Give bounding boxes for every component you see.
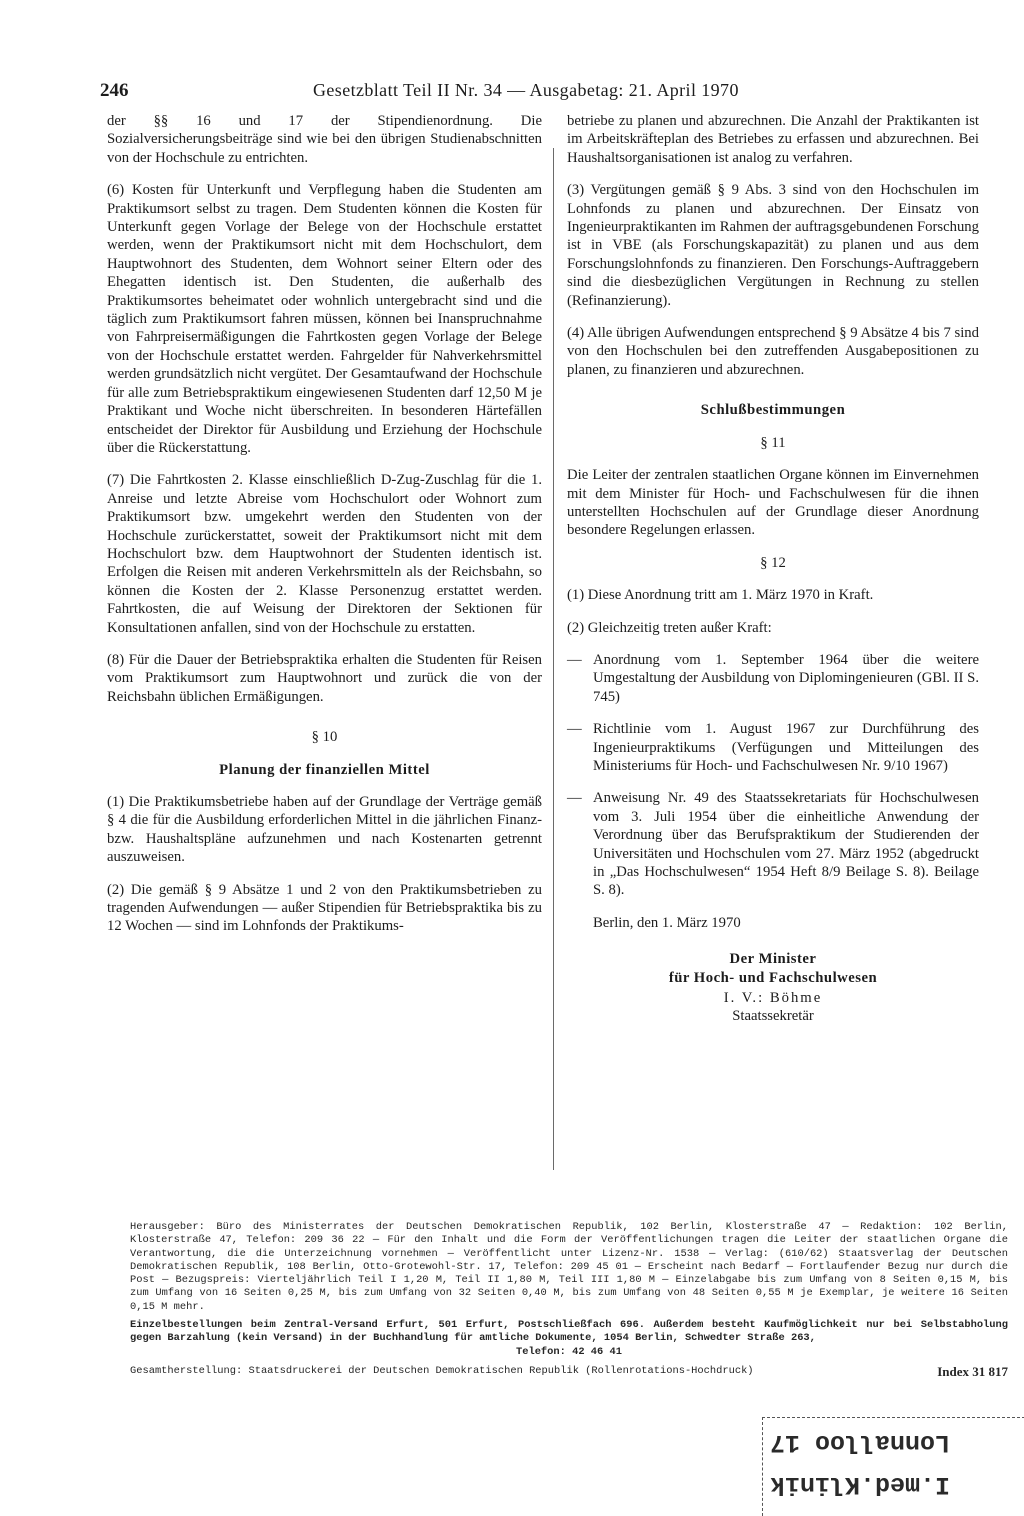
paragraph-7: (7) Die Fahrtkosten 2. Klasse einschließlich D-Zug-Zuschlag für die 1. Anreise und letzte Abreise vom Hochschulort oder Wohnort zum Praktikumsort bzw. umgekehrt werden den Studenten von der Hochschule zurückerstattet, soweit der Praktikumsort nicht mit dem Hochschulort bzw. dem Hauptwohnort der Studenten identisch ist. Erfolgen die Reisen mit anderen Verkehrsmitteln als der Reichsbahn, so können die Kosten der 2. Klasse Personenzug erstattet werden. Fahrtkosten, die auf Weisung der Direktoren der Sektionen für Konsultationen anfallen, sind von der Hochschule zu erstatten. <box>107 472 542 636</box>
imprint-printer-row <box>130 1365 1008 1378</box>
repealed-item <box>567 651 979 706</box>
repealed-item-text: Richtlinie vom 1. August 1967 zur Durchführung des Ingenieurpraktikums (Verfügungen und Mitteilungen des Ministeriums für Hoch- und Fachschulwesen Nr. 9/10 1967) <box>593 721 979 774</box>
repealed-item-text: Anordnung vom 1. September 1964 über die weitere Umgestaltung der Ausbildung von Diplomingenieuren (GBl. II S. 745) <box>593 651 979 705</box>
dash-marker: — <box>567 721 582 738</box>
imprint-printer: Gesamtherstellung: Staatsdruckerei der Deutschen Demokratischen Republik (Rollenrotations-Hochdruck) <box>130 1364 754 1377</box>
column-divider <box>553 148 554 1170</box>
signature-title-2: für Hoch- und Fachschulwesen <box>668 969 878 986</box>
imprint-phone: Telefon: 42 46 41 <box>515 1345 622 1358</box>
dash-marker: — <box>567 651 582 668</box>
dash-marker: — <box>567 790 582 807</box>
section-10-paragraph-4: (4) Alle übrigen Aufwendungen entsprechend § 9 Absätze 4 bis 7 sind von den Hochschulen bei den zutreffenden Ausgabepositionen zu planen, zu finanzieren und abzurechnen. <box>567 325 979 378</box>
section-12-paragraph-1: (1) Diese Anordnung tritt am 1. März 1970 in Kraft. <box>567 587 874 604</box>
section-10-heading: Planung der finanziellen Mittel <box>219 761 430 778</box>
paragraph-continued: der §§ 16 und 17 der Stipendienordnung. Die Sozialversicherungsbeiträge sind wie bei den übrigen Studienabschnitten von der Hochschule zu entrichten. <box>107 113 542 166</box>
imprint-publisher: Herausgeber: Büro des Ministerrates der Deutschen Demokratischen Republik, 102 Berlin, Klosterstraße 47 — Redaktion: 102 Berlin, Klosterstraße 47, Telefon: 209 36 22 — Für den Inhalt und die Form der Veröffentlichungen tragen die Leiter der staatlichen Organe die Verantwortung, die die Unterzeichnung vornehmen — Veröffentlicht unter Lizenz-Nr. 1538 — Verlag: (610/62) Staatsverlag der Deutschen Demokratischen Republik, 108 Berlin, Otto-Grotewohl-Str. 17, Telefon: 209 45 01 — Erscheint nach Bedarf — Fortlaufender Bezug nur durch die Post — Bezugspreis: Vierteljährlich Teil I 1,20 M, Teil II 1,80 M, Teil III 1,80 M — Einzelabgabe bis zum Umfang von 8 Seiten 0,15 M, bis zum Umfang von 16 Seiten 0,25 M, bis zum Umfang von 32 Seiten 0,40 M, bis zum Umfang von 48 Seiten 0,55 M je Exemplar, je weitere 16 Seiten 0,15 M mehr. <box>130 1221 1008 1313</box>
signature-role: Staatssekretär <box>732 1008 814 1025</box>
repealed-item <box>567 789 979 899</box>
section-11-number: § 11 <box>760 434 786 451</box>
imprint-index: Index 31 817 <box>937 1363 1008 1379</box>
paragraph-6: (6) Kosten für Unterkunft und Verpflegung haben die Studenten am Praktikumsort selbst zu tragen. Dem Studenten können die Kosten für Unterkunft gegen Vorlage der Belege von der Hochschule erstattet werden, wenn der Praktikumsort nicht mit dem Hochschulort, dem Hauptwohnort des Studenten, dem Wohnort seiner Eltern oder des Ehegatten identisch ist. Den Studenten, die außerhalb des Praktikumsortes beheimatet oder wohnlich untergebracht sind und die täglich zum Praktikumsort fahren müssen, können bei Inanspruchnahme von Fahrpreisermäßigungen die Fahrtkosten gegen Vorlage der Belege von der Hochschule erstattet werden. Fahrgelder für Nahverkehrsmittel werden grundsätzlich nicht vergütet. Der Gesamtaufwand der Hochschule für alle zum Betriebspraktikum eingewiesenen Studenten darf 12,50 M je Praktikant und Woche nicht überschreiten. In besonderen Härtefällen entscheidet der Direktor für Ausbildung und Erziehung der Hochschule über die Rückerstattung. <box>107 182 542 456</box>
running-title: Gesetzblatt Teil II Nr. 34 — Ausgabetag: 21. April 1970 <box>313 80 739 100</box>
left-column <box>107 112 542 936</box>
section-12-number: § 12 <box>760 554 786 571</box>
repealed-item-text: Anweisung Nr. 49 des Staatssekretariats für Hochschulwesen vom 3. Juli 1954 über die einheitliche Anwendung der Verordnung über das Berufspraktikum der Studierenden der Universitäten und Hochschulen vom 27. März 1952 (abgedruckt in „Das Hochschulwesen“ 1954 Heft 8/9 Beilage S. 8). Beilage S. 8). <box>593 790 979 899</box>
stamp-text-line: I.med.Klinik <box>770 1470 951 1499</box>
page-number: 246 <box>100 80 129 101</box>
stamp-text-line: Lonnalloo 17 <box>770 1428 951 1457</box>
section-10-paragraph-1: (1) Die Praktikumsbetriebe haben auf der Grundlage der Verträge gemäß § 4 die für die Ausbildung erforderlichen Mittel in die jährlichen Finanz- bzw. Haushaltspläne aufzunehmen und nach Kostenarten getrennt auszuweisen. <box>107 794 542 866</box>
paragraph-continued-right: betriebe zu planen und abzurechnen. Die Anzahl der Praktikanten ist im Arbeitskräfteplan des Betriebes zu erfassen und abzurechnen. Bei Haushaltsorganisationen ist analog zu verfahren. <box>567 113 979 166</box>
place-date: Berlin, den 1. März 1970 <box>593 914 741 931</box>
repealed-item <box>567 720 979 775</box>
section-12-paragraph-2: (2) Gleichzeitig treten außer Kraft: <box>567 619 772 636</box>
section-10-paragraph-2: (2) Die gemäß § 9 Absätze 1 und 2 von den Praktikumsbetrieben zu tragenden Aufwendungen — außer Stipendien für Betriebspraktika bis zu 12 Wochen — sind im Lohnfonds der Praktikums- <box>107 881 542 935</box>
section-11-text: Die Leiter der zentralen staatlichen Organe können im Einvernehmen mit dem Minister für Hoch- und Fachschulwesen für die ihnen unterstellten Hochschulen auf der Grundlage dieser Anordnung besondere Regelungen erlassen. <box>567 467 979 539</box>
signature-title-1: Der Minister <box>729 951 817 968</box>
final-provisions-heading: Schlußbestimmungen <box>700 402 846 419</box>
section-10-number: § 10 <box>311 729 338 746</box>
right-column <box>567 112 979 1026</box>
section-10-paragraph-3: (3) Vergütungen gemäß § 9 Abs. 3 sind von den Hochschulen im Lohnfonds zu planen und abzurechnen. Der Einsatz von Ingenieurpraktikanten im Rahmen der auftragsgebundenen Forschung ist in VBE (als Forschungskapazität) zu planen und aus dem Forschungslohnfonds zu finanzieren. Den Forschungs-Auftraggebern sind die diesbezüglichen Vergütungen in Rechnung zu stellen (Refinanzierung). <box>567 182 979 309</box>
imprint-orders: Einzelbestellungen beim Zentral-Versand Erfurt, 501 Erfurt, Postschließfach 696. Außerdem besteht Kaufmöglichkeit nur bei Selbstabholung gegen Barzahlung (kein Versand) in der Buchhandlung für amtliche Dokumente, 1054 Berlin, Schwedter Straße 263, <box>130 1319 1008 1345</box>
paragraph-8: (8) Für die Dauer der Betriebspraktika erhalten die Studenten für Reisen vom Praktikumsort zum Hauptwohnort und zurück die von der Reichsbahn üblichen Ermäßigungen. <box>107 651 542 705</box>
imprint <box>130 1221 1008 1378</box>
signature-name: I. V.: Böhme <box>723 990 823 1007</box>
